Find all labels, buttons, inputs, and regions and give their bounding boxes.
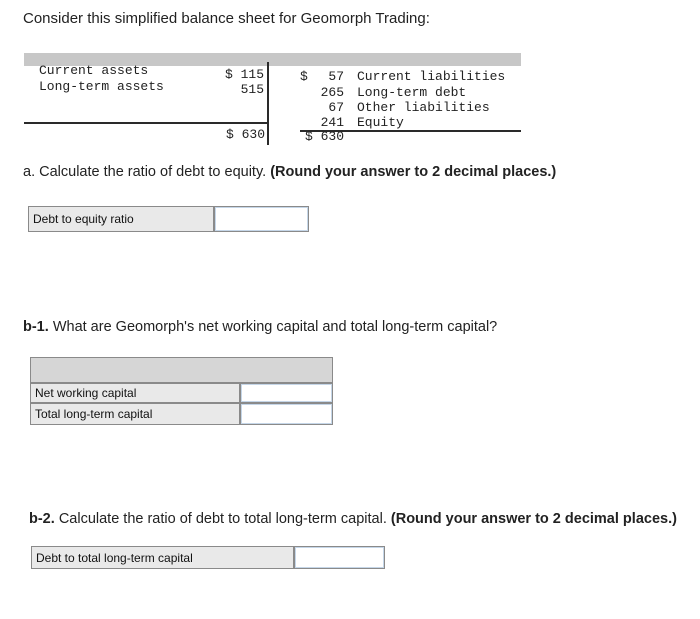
- question-b2: [29, 511, 677, 527]
- liab-value-other: 67: [328, 100, 344, 115]
- question-b2-text: Calculate the ratio of debt to total long-term capital.: [58, 511, 387, 527]
- question-b1-number: b-1.: [23, 319, 49, 335]
- asset-value-current: $ 115: [224, 67, 264, 82]
- liab-dollar-sign: $: [300, 69, 308, 84]
- b1-table-header: [30, 357, 333, 383]
- liab-value-current: 57: [328, 69, 344, 84]
- liab-label-longterm-debt: Long-term debt: [357, 85, 467, 100]
- debt-equity-input[interactable]: [214, 206, 309, 232]
- question-a-instruction: (Round your answer to 2 decimal places.): [270, 164, 557, 180]
- liab-value-longterm-debt: 265: [320, 85, 344, 100]
- assets-total: $ 630: [226, 127, 266, 142]
- total-longterm-capital-input[interactable]: [240, 403, 333, 425]
- question-b1: [23, 319, 497, 335]
- liab-value-equity: 241: [320, 115, 344, 130]
- debt-equity-label: Debt to equity ratio: [28, 206, 214, 232]
- liab-label-equity: Equity: [357, 115, 404, 130]
- assets-total-rule: [24, 122, 267, 124]
- debt-total-ltc-label: Debt to total long-term capital: [31, 546, 294, 569]
- question-b2-number: b-2.: [29, 511, 55, 527]
- question-a-text: a. Calculate the ratio of debt to equity.: [23, 164, 267, 180]
- liab-label-current: Current liabilities: [357, 69, 506, 84]
- net-working-capital-input[interactable]: [240, 383, 333, 403]
- column-divider: [267, 62, 269, 145]
- liabilities-total: $ 630: [305, 129, 345, 144]
- debt-total-ltc-input[interactable]: [294, 546, 385, 569]
- question-b2-instruction: (Round your answer to 2 decimal places.): [390, 511, 677, 527]
- asset-label-current: Current assets: [39, 63, 149, 78]
- asset-value-longterm: 515: [240, 82, 264, 97]
- total-longterm-capital-label: Total long-term capital: [30, 403, 240, 425]
- asset-label-longterm: Long-term assets: [39, 79, 164, 94]
- liab-label-other: Other liabilities: [357, 100, 490, 115]
- question-b1-text: What are Geomorph's net working capital and total long-term capital?: [52, 319, 498, 335]
- net-working-capital-label: Net working capital: [30, 383, 240, 403]
- question-a: [23, 164, 556, 180]
- intro-text: Consider this simplified balance sheet for Geomorph Trading:: [23, 10, 430, 27]
